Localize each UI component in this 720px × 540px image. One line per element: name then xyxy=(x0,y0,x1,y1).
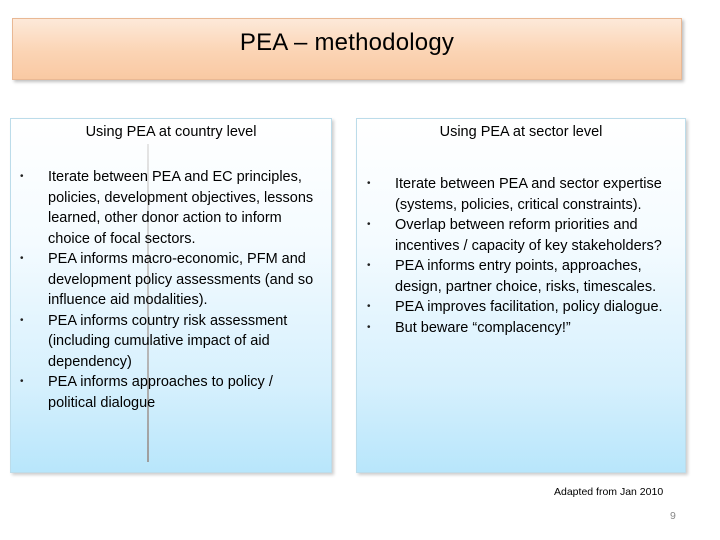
bullet-icon: • xyxy=(20,314,24,326)
bullet-icon: • xyxy=(367,178,371,189)
country-level-heading: Using PEA at country level xyxy=(85,124,257,140)
bullet-icon: • xyxy=(367,260,371,271)
bullet-item xyxy=(367,297,683,318)
bullet-item xyxy=(20,167,320,249)
bullet-icon: • xyxy=(367,321,371,333)
bullet-icon: • xyxy=(367,219,371,230)
bullet-text: Iterate between PEA and sector expertise (systems, policies, critical constraints). xyxy=(395,176,662,213)
bullet-item xyxy=(367,256,683,297)
bullet-text: PEA informs approaches to policy / political dialogue xyxy=(48,374,273,411)
source-footnote: Adapted from Jan 2010 xyxy=(554,486,664,498)
page-number: 9 xyxy=(670,510,676,522)
slide-title: PEA – methodology xyxy=(239,29,455,56)
bullet-item xyxy=(367,318,683,339)
title-banner xyxy=(12,18,682,80)
bullet-text: But beware “complacency!” xyxy=(395,319,571,336)
bullet-item xyxy=(367,215,683,256)
bullet-icon: • xyxy=(20,171,24,182)
bullet-item xyxy=(20,372,320,413)
bullet-text: PEA informs entry points, approaches, design, partner choice, risks, timescales. xyxy=(395,258,657,295)
bullet-text: PEA informs country risk assessment (including cumulative impact of aid dependency) xyxy=(48,312,288,370)
sector-level-heading: Using PEA at sector level xyxy=(439,124,603,140)
bullet-text: PEA improves facilitation, policy dialogue. xyxy=(395,299,663,315)
country-level-bullets xyxy=(20,167,320,413)
bullet-item xyxy=(20,249,320,311)
bullet-item xyxy=(20,311,320,373)
bullet-text: Overlap between reform priorities and incentives / capacity of key stakeholders? xyxy=(395,217,662,254)
bullet-icon: • xyxy=(20,376,24,387)
bullet-text: PEA informs macro-economic, PFM and development policy assessments (and so influence aid modalities). xyxy=(48,251,314,308)
sector-level-bullets xyxy=(367,174,683,338)
bullet-icon: • xyxy=(20,253,24,264)
bullet-text: Iterate between PEA and EC principles, policies, development objectives, lessons learned, other donor action to inform choice of focal sectors. xyxy=(48,169,314,247)
bullet-icon: • xyxy=(367,301,371,312)
bullet-item xyxy=(367,174,683,215)
